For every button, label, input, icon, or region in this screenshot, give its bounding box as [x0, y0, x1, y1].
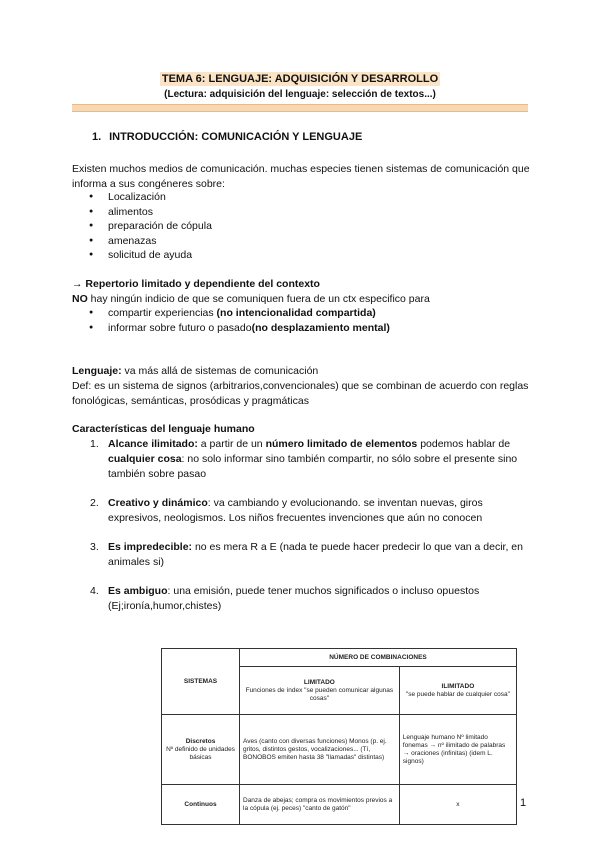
table-cell: x	[399, 785, 516, 825]
features-list	[72, 540, 532, 570]
section-heading	[92, 131, 362, 143]
list-item: 3. Es impredecible: no es mera R a E (nada te puede hacer predecir lo que van a decir, en animales si)	[90, 541, 523, 568]
no-text: hay ningún indicio de que se comuniquen fuera de un ctx especifico para	[87, 293, 430, 305]
table-cell: Aves (canto con diversas funciones) Monos (p. ej. gritos, distintos gestos, vocalizaciones... (Tí, BONOBOS emiten hasta 38 "llamadas" distintas)	[240, 715, 400, 785]
features-list	[72, 584, 532, 614]
section-title: INTRODUCCIÓN: COMUNICACIÓN Y LENGUAJE	[109, 131, 363, 143]
page-number: 1	[520, 797, 527, 809]
list-item: 4. Es ambiguo: una emisión, puede tener muchos significados o incluso opuestos (Ej;ironía,humor,chistes)	[90, 585, 480, 612]
table-cell: Danza de abejas; compra os movimientos previos a la cópula (ej. peces) "canto de gatón"	[240, 785, 400, 825]
intro-paragraph: Existen muchos medios de comunicación. muchas especies tienen sistemas de comunicación que informa a sus congéneres sobre:	[72, 163, 530, 190]
table-header-unlimited: ILIMITADO "se puede hablar de cualquier cosa"	[399, 667, 516, 715]
list-item: 1. Alcance ilimitado: a partir de un número limitado de elementos podemos hablar de cualquier cosa: no solo informar sino también compartir, no sólo sobre el presente sino también sobre pasao	[90, 438, 518, 480]
communication-systems-table	[161, 648, 517, 825]
lenguaje-text: va más allá de sistemas de comunicación	[121, 365, 319, 377]
list-item: ● Localización	[72, 190, 212, 205]
list-item: ● informar sobre futuro o pasado(no desplazamiento mental)	[72, 321, 390, 336]
section-number: 1.	[92, 131, 102, 143]
table-row-title: Discretos Nº definido de unidades básicas	[162, 715, 240, 785]
header-divider	[72, 104, 528, 112]
topics-list	[72, 190, 212, 263]
list-item: ● amenazas	[72, 234, 212, 249]
no-paragraph	[72, 292, 532, 307]
list-item: ● preparación de cópula	[72, 219, 212, 234]
features-list	[72, 496, 532, 526]
lenguaje-paragraph	[72, 364, 532, 379]
document-title: TEMA 6: LENGUAJE: ADQUISICIÓN Y DESARROLLO	[161, 73, 439, 85]
table-header-limited: LIMITADO Funciones de índex "se pueden comunicar algunas cosas"	[240, 667, 400, 715]
no-word: NO	[72, 293, 88, 305]
document-subtitle: (Lectura: adquisición del lenguaje: selección de textos...)	[164, 89, 436, 100]
list-item: ● solicitud de ayuda	[72, 248, 212, 263]
document-header	[0, 72, 600, 102]
no-list	[72, 306, 390, 335]
features-heading: Características del lenguaje humano	[72, 423, 255, 435]
repertoire-heading: → Repertorio limitado y dependiente del contexto	[72, 278, 320, 290]
list-item: ● compartir experiencias (no intencionalidad compartida)	[72, 306, 390, 321]
lenguaje-label: Lenguaje:	[72, 365, 122, 377]
table-cell: Lenguaje humano Nº limitado fonemas → nº ilimitado de palabras → oraciones (infinitas) (idem L. signos)	[399, 715, 516, 785]
table-header-systems: SISTEMAS	[162, 649, 240, 715]
list-item: 2. Creativo y dinámico: va cambiando y evolucionando. se inventan nuevas, giros expresivos, neologismos. Los niños frecuentes invenciones que aún no conocen	[90, 497, 483, 524]
features-list	[72, 437, 532, 482]
table-header-combinations: NÚMERO DE COMBINACIONES	[240, 649, 517, 667]
definition-paragraph: Def: es un sistema de signos (arbitrarios,convencionales) que se combinan de acuerdo con reglas fonológicas, semánticas, prosódicas y pragmáticas	[72, 380, 529, 407]
list-item: ● alimentos	[72, 205, 212, 220]
table-row-title: Continuos	[162, 785, 240, 825]
